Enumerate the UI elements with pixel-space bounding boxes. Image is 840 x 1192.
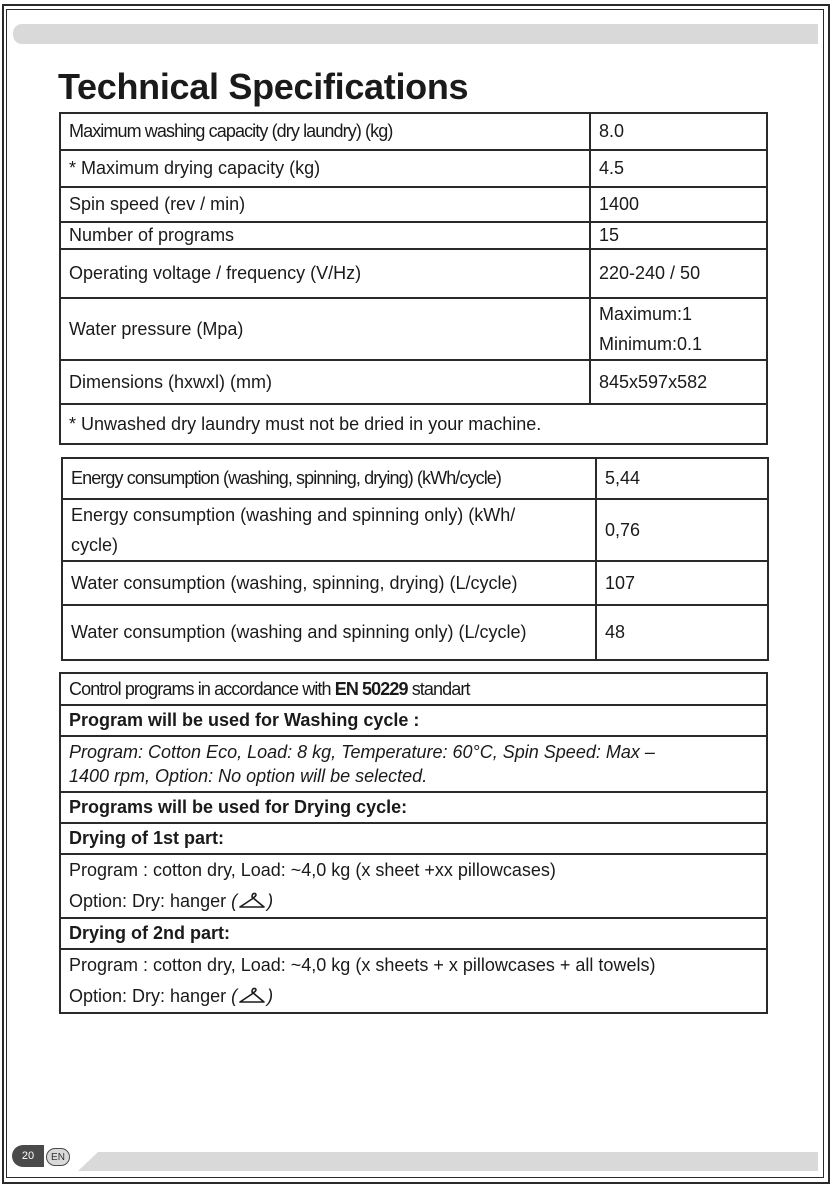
washing-details-line: Program: Cotton Eco, Load: 8 kg, Temperature: 60°C, Spin Speed: Max – bbox=[69, 742, 655, 762]
spec-value bbox=[590, 298, 767, 360]
consumption-value: 48 bbox=[596, 605, 768, 660]
spec-value: 1400 bbox=[590, 187, 767, 222]
spec-value: 4.5 bbox=[590, 150, 767, 187]
drying-part2-details bbox=[60, 949, 767, 1013]
drying-part1-option: Option: Dry: hanger ( ) bbox=[69, 891, 274, 911]
table-row bbox=[62, 561, 768, 605]
control-programs-table bbox=[59, 672, 768, 1014]
consumption-table bbox=[61, 457, 769, 661]
spec-label: Spin speed (rev / min) bbox=[60, 187, 590, 222]
drying-part2-heading: Drying of 2nd part: bbox=[60, 918, 767, 949]
drying-part1-heading: Drying of 1st part: bbox=[60, 823, 767, 854]
table-row bbox=[60, 949, 767, 1013]
spec-value: 220-240 / 50 bbox=[590, 249, 767, 298]
table-row bbox=[60, 918, 767, 949]
table-row bbox=[60, 222, 767, 249]
drying-part1-details bbox=[60, 854, 767, 918]
table-row bbox=[60, 150, 767, 187]
table-row bbox=[62, 499, 768, 561]
spec-label: * Maximum drying capacity (kg) bbox=[60, 150, 590, 187]
table-row bbox=[60, 360, 767, 404]
table-row bbox=[60, 792, 767, 823]
table-row bbox=[60, 705, 767, 736]
washing-details-line: 1400 rpm, Option: No option will be selected. bbox=[69, 766, 428, 786]
table-row bbox=[60, 673, 767, 705]
page-number: 20 bbox=[12, 1145, 44, 1167]
spec-value: 8.0 bbox=[590, 113, 767, 150]
table-row bbox=[60, 823, 767, 854]
table-row bbox=[60, 854, 767, 918]
footer-bar bbox=[78, 1152, 818, 1171]
specifications-table bbox=[59, 112, 768, 445]
control-intro-text: Control programs in accordance with bbox=[69, 678, 335, 699]
spec-label: Number of programs bbox=[60, 222, 590, 249]
drying-part2-option: Option: Dry: hanger ( ) bbox=[69, 986, 274, 1006]
consumption-label: Energy consumption (washing, spinning, drying) (kWh/cycle) bbox=[62, 458, 596, 499]
consumption-label: Water consumption (washing and spinning only) (L/cycle) bbox=[62, 605, 596, 660]
header-bar bbox=[13, 24, 818, 44]
spec-label: Dimensions (hxwxl) (mm) bbox=[60, 360, 590, 404]
table-row bbox=[60, 249, 767, 298]
table-row bbox=[62, 458, 768, 499]
spec-label: Water pressure (Mpa) bbox=[60, 298, 590, 360]
consumption-label bbox=[62, 499, 596, 561]
washing-heading: Program will be used for Washing cycle : bbox=[60, 705, 767, 736]
spec-label: Maximum washing capacity (dry laundry) (kg) bbox=[60, 113, 590, 150]
control-intro bbox=[60, 673, 767, 705]
consumption-label: Water consumption (washing, spinning, drying) (L/cycle) bbox=[62, 561, 596, 605]
spec-value-line: Minimum:0.1 bbox=[599, 334, 703, 354]
drying-part1-program: Program : cotton dry, Load: ~4,0 kg (x sheet +xx pillowcases) bbox=[69, 860, 556, 880]
spec-label: Operating voltage / frequency (V/Hz) bbox=[60, 249, 590, 298]
hanger-icon bbox=[237, 987, 267, 1005]
table-row bbox=[60, 736, 767, 792]
consumption-value: 0,76 bbox=[596, 499, 768, 561]
language-badge: EN bbox=[46, 1148, 70, 1166]
table-row bbox=[60, 113, 767, 150]
page-title: Technical Specifications bbox=[58, 66, 469, 107]
spec-value: 15 bbox=[590, 222, 767, 249]
consumption-value: 107 bbox=[596, 561, 768, 605]
washing-details bbox=[60, 736, 767, 792]
spec-value: 845x597x582 bbox=[590, 360, 767, 404]
drying-part2-program: Program : cotton dry, Load: ~4,0 kg (x sheets + x pillowcases + all towels) bbox=[69, 955, 656, 975]
table-row bbox=[60, 404, 767, 444]
consumption-label-line: cycle) bbox=[71, 535, 119, 555]
option-text: Option: Dry: hanger bbox=[69, 986, 232, 1006]
hanger-icon bbox=[237, 892, 267, 910]
table-row bbox=[60, 187, 767, 222]
table-row bbox=[60, 298, 767, 360]
option-text: Option: Dry: hanger bbox=[69, 891, 232, 911]
table-row bbox=[62, 605, 768, 660]
consumption-label-line: Energy consumption (washing and spinning only) (kWh/ bbox=[71, 505, 516, 525]
consumption-value: 5,44 bbox=[596, 458, 768, 499]
control-intro-suffix: standart bbox=[407, 678, 470, 699]
spec-value-line: Maximum:1 bbox=[599, 304, 693, 324]
drying-heading: Programs will be used for Drying cycle: bbox=[60, 792, 767, 823]
spec-footnote: * Unwashed dry laundry must not be dried in your machine. bbox=[60, 404, 767, 444]
standard-name: EN 50229 bbox=[334, 678, 408, 699]
